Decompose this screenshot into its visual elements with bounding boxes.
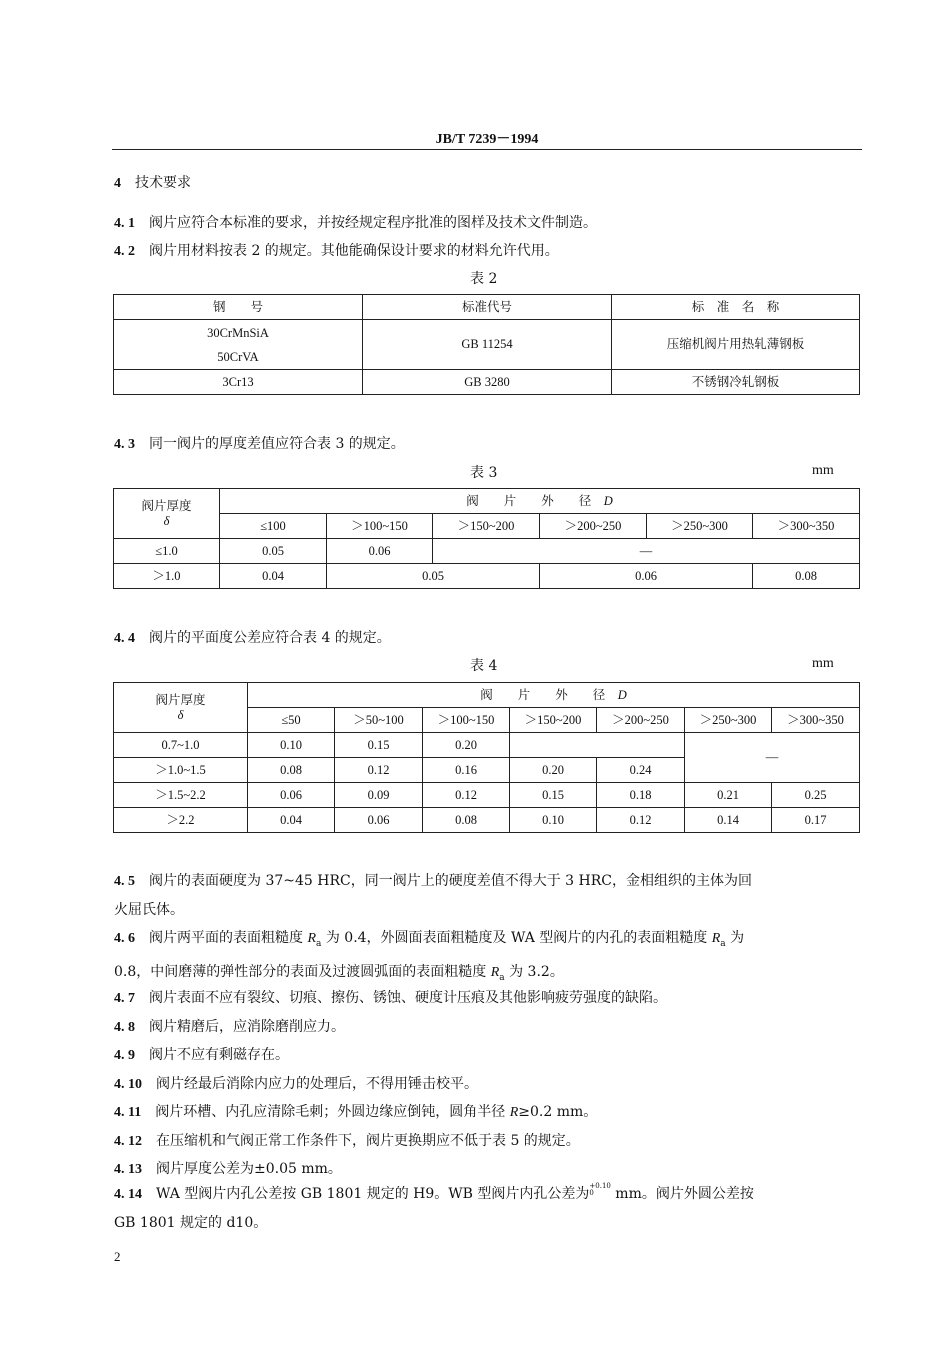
ra-symbol: R	[711, 931, 721, 946]
clause-text: 为	[725, 930, 745, 946]
table-header-row	[114, 683, 860, 708]
corner-header	[114, 683, 248, 733]
clause-number: 4. 12	[114, 1134, 142, 1149]
corner-label: 阀片厚度	[141, 498, 192, 513]
dash-cell: —	[433, 539, 860, 564]
column-header: ＞100~150	[327, 514, 433, 539]
ra-subscript: a	[720, 938, 726, 949]
table-4-unit: mm	[812, 656, 834, 671]
table-cell: 0.12	[597, 808, 685, 833]
table-cell: 0.24	[597, 758, 685, 783]
table-2	[113, 294, 860, 395]
empty-cell	[510, 733, 685, 758]
clause-number: 4. 9	[114, 1048, 135, 1063]
clause-text-continued: 火屈氏体。	[114, 902, 184, 918]
clause-text: 在压缩机和气阀正常工作条件下，阀片更换期应不低于表 5 的规定。	[156, 1133, 580, 1149]
table-row	[114, 564, 860, 589]
group-header-label: 阀 片 外 径	[466, 493, 592, 508]
tolerance-upper: +0.10	[589, 1182, 611, 1190]
table-3-caption: 表 3	[470, 465, 498, 481]
clause-text: 阀片的平面度公差应符合表 4 的规定。	[149, 630, 391, 646]
clause-number: 4. 6	[114, 931, 135, 946]
clause-4-6	[114, 924, 860, 992]
clause-text: 阀片厚度公差为±0.05 mm。	[156, 1161, 342, 1177]
column-header: ＞200~250	[540, 514, 647, 539]
table-4-caption: 表 4	[470, 658, 498, 674]
table-cell: 3Cr13	[114, 370, 363, 395]
table-cell: 0.04	[220, 564, 327, 589]
row-label: ≤1.0	[114, 539, 220, 564]
table-cell: 0.12	[335, 758, 423, 783]
table-cell: 不锈钢冷轧钢板	[612, 370, 860, 395]
clause-number: 4. 3	[114, 437, 135, 452]
column-header: ≤100	[220, 514, 327, 539]
table-cell: GB 3280	[363, 370, 612, 395]
table-header-row	[114, 295, 860, 320]
table-cell: 0.10	[510, 808, 597, 833]
table-cell: 压缩机阀片用热轧薄钢板	[612, 320, 860, 370]
row-label: 0.7~1.0	[114, 733, 248, 758]
table-cell: 0.05	[327, 564, 540, 589]
clause-text: 阀片用材料按表 2 的规定。其他能确保设计要求的材料允许代用。	[149, 243, 559, 259]
table-cell: 0.16	[423, 758, 510, 783]
table-row	[114, 783, 860, 808]
clause-number: 4. 1	[114, 216, 135, 231]
table-row	[114, 733, 860, 758]
table-cell: 0.05	[220, 539, 327, 564]
table-cell: 0.06	[327, 539, 433, 564]
column-header: ＞250~300	[647, 514, 753, 539]
diameter-symbol: D	[617, 687, 627, 702]
clause-text: 阀片环槽、内孔应清除毛刺；外圆边缘应倒钝，圆角半径	[155, 1104, 510, 1120]
tolerance	[589, 1183, 610, 1197]
delta-symbol: δ	[177, 707, 184, 722]
clause-4-7	[114, 987, 667, 1007]
clause-number: 4. 5	[114, 874, 135, 889]
table-cell: 0.10	[248, 733, 335, 758]
column-header: ＞300~350	[772, 708, 860, 733]
group-header	[248, 683, 860, 708]
column-header: ＞150~200	[510, 708, 597, 733]
clause-number: 4. 11	[114, 1105, 142, 1120]
header-cell: 标 准 名 称	[612, 295, 860, 320]
row-label: ＞1.0	[114, 564, 220, 589]
table-header-row	[114, 489, 860, 514]
ra-subscript: a	[316, 938, 322, 949]
clause-4-8	[114, 1016, 345, 1036]
table-3	[113, 488, 860, 589]
clause-4-13	[114, 1158, 342, 1178]
table-cell: 0.15	[335, 733, 423, 758]
clause-text: 阀片的表面硬度为 37~45 HRC，同一阀片上的硬度差值不得大于 3 HRC，金相组织的主体为回	[149, 873, 752, 889]
column-header: ＞50~100	[335, 708, 423, 733]
table-cell: 0.06	[540, 564, 753, 589]
clause-4-1	[114, 212, 597, 232]
row-label: ＞1.5~2.2	[114, 783, 248, 808]
table-cell: 0.18	[597, 783, 685, 808]
header-cell: 钢 号	[114, 295, 363, 320]
header-cell: 标准代号	[363, 295, 612, 320]
clause-text: 阀片不应有剩磁存在。	[149, 1047, 289, 1063]
table-cell	[114, 320, 363, 370]
clause-4-5	[114, 867, 860, 924]
column-header: ≤50	[248, 708, 335, 733]
group-header-label: 阀 片 外 径	[480, 687, 606, 702]
header-rule	[112, 149, 862, 150]
table-4	[113, 682, 860, 833]
table-cell: 0.20	[423, 733, 510, 758]
table-cell: 0.14	[685, 808, 772, 833]
clause-number: 4. 14	[114, 1187, 142, 1202]
clause-text: WA 型阀片内孔公差按 GB 1801 规定的 H9。WB 型阀片内孔公差为	[156, 1186, 590, 1202]
table-cell: 0.25	[772, 783, 860, 808]
clause-number: 4. 8	[114, 1020, 135, 1035]
table-cell: 0.04	[248, 808, 335, 833]
clause-4-12	[114, 1130, 580, 1150]
clause-text: 阀片应符合本标准的要求，并按经规定程序批准的图样及技术文件制造。	[149, 215, 597, 231]
clause-text: 阀片精磨后，应消除磨削应力。	[149, 1019, 345, 1035]
table-row	[114, 370, 860, 395]
corner-header	[114, 489, 220, 539]
clause-number: 4. 2	[114, 244, 135, 259]
clause-number: 4. 7	[114, 991, 135, 1006]
table-cell: 0.15	[510, 783, 597, 808]
table-2-caption: 表 2	[470, 271, 498, 287]
table-cell: 0.09	[335, 783, 423, 808]
column-header: ＞150~200	[433, 514, 540, 539]
ra-symbol: R	[307, 931, 317, 946]
clause-number: 4. 13	[114, 1162, 142, 1177]
table-cell: 0.08	[248, 758, 335, 783]
clause-4-14	[114, 1180, 860, 1237]
section-title: 技术要求	[135, 175, 191, 191]
ra-symbol: R	[490, 964, 500, 980]
table-3-unit: mm	[812, 463, 834, 478]
corner-label: 阀片厚度	[155, 692, 206, 707]
column-header: ＞100~150	[423, 708, 510, 733]
table-cell: 0.06	[335, 808, 423, 833]
radius-symbol: R	[509, 1105, 519, 1120]
clause-text: mm。阀片外圆公差按	[610, 1186, 754, 1202]
clause-number: 4. 10	[114, 1077, 142, 1092]
delta-symbol: δ	[163, 513, 170, 528]
section-number: 4	[114, 176, 121, 191]
table-header-row	[114, 514, 860, 539]
clause-4-4	[114, 627, 391, 647]
clause-4-3	[114, 433, 405, 453]
clause-text: 阀片两平面的表面粗糙度	[149, 930, 308, 946]
grade-name: 50CrVA	[217, 349, 259, 364]
dash-cell: —	[685, 733, 860, 783]
table-cell: 0.20	[510, 758, 597, 783]
table-cell: 0.12	[423, 783, 510, 808]
clause-text: 同一阀片的厚度差值应符合表 3 的规定。	[149, 436, 405, 452]
clause-text: ≥0.2 mm。	[518, 1104, 598, 1120]
grade-name: 30CrMnSiA	[207, 325, 269, 340]
table-cell: 0.08	[423, 808, 510, 833]
table-cell: 0.21	[685, 783, 772, 808]
table-row	[114, 808, 860, 833]
clause-text: 阀片经最后消除内应力的处理后，不得用锤击校平。	[156, 1076, 478, 1092]
tolerance-lower: 0	[589, 1189, 594, 1197]
column-header: ＞200~250	[597, 708, 685, 733]
clause-text-continued: 0.8，中间磨薄的弹性部分的表面及过渡圆弧面的表面粗糙度	[114, 963, 491, 980]
clause-text: 为 3.2。	[504, 963, 564, 980]
ra-subscript: a	[499, 972, 505, 983]
table-cell: 0.08	[753, 564, 860, 589]
table-cell: 0.17	[772, 808, 860, 833]
table-row	[114, 539, 860, 564]
clause-4-2	[114, 240, 559, 260]
clause-number: 4. 4	[114, 631, 135, 646]
row-label: ＞2.2	[114, 808, 248, 833]
column-header: ＞250~300	[685, 708, 772, 733]
clause-text: 阀片表面不应有裂纹、切痕、擦伤、锈蚀、硬度计压痕及其他影响疲劳强度的缺陷。	[149, 990, 667, 1006]
clause-4-9	[114, 1044, 289, 1064]
section-heading	[114, 172, 191, 192]
table-cell: 0.06	[248, 783, 335, 808]
page-number: 2	[114, 1249, 121, 1264]
table-cell: GB 11254	[363, 320, 612, 370]
clause-4-10	[114, 1073, 478, 1093]
group-header	[220, 489, 860, 514]
row-label: ＞1.0~1.5	[114, 758, 248, 783]
column-header: ＞300~350	[753, 514, 860, 539]
diameter-symbol: D	[603, 493, 613, 508]
table-row	[114, 320, 860, 370]
clause-4-11	[114, 1101, 597, 1121]
clause-text-continued: GB 1801 规定的 d10。	[114, 1215, 268, 1231]
document-header: JB/T 7239－1994	[435, 132, 539, 147]
clause-text: 为 0.4，外圆面表面粗糙度及 WA 型阀片的内孔的表面粗糙度	[321, 930, 712, 946]
